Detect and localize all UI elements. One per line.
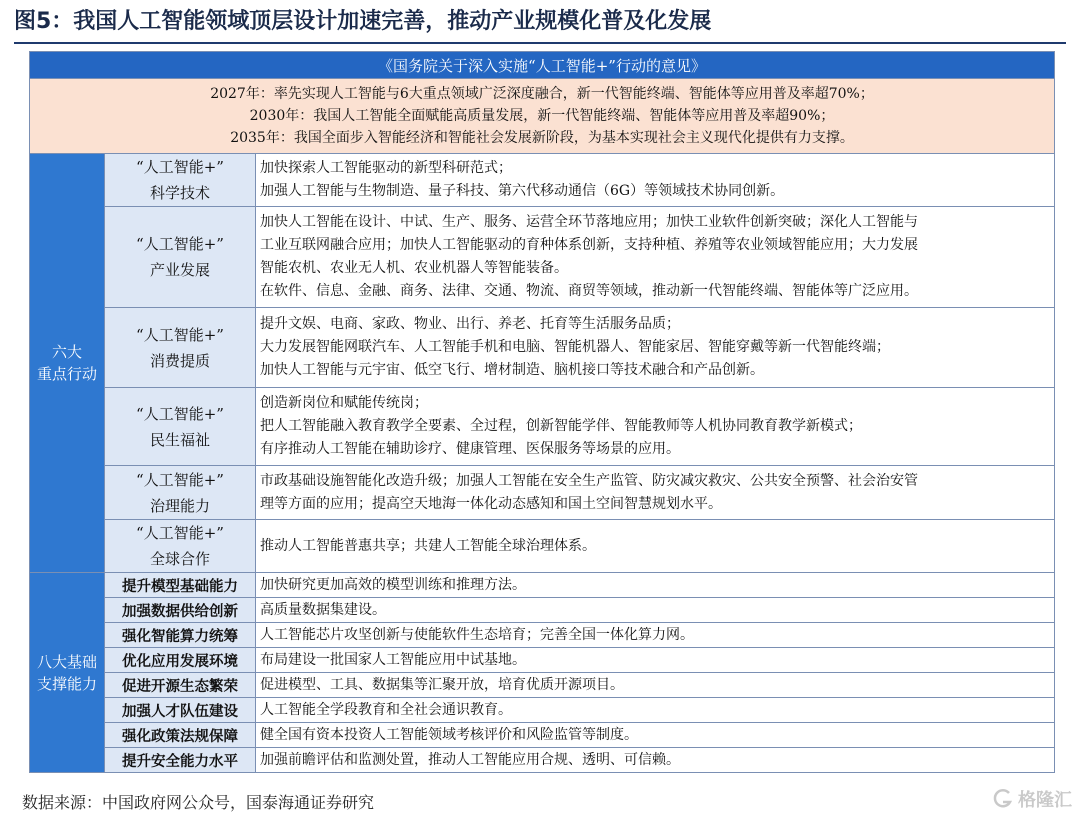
table-row [30,748,1055,773]
table-row [30,520,1055,573]
table-row [30,308,1055,388]
description-environment: 布局建设一批国家人工智能应用中试基地。 [256,648,1055,673]
group-label-foundations: 八大基础 支撑能力 [30,573,105,773]
table-header: 《国务院关于深入实施“人工智能+”行动的意见》 [30,52,1055,79]
description-industry: 加快人工智能在设计、中试、生产、服务、运营全环节落地应用；加快工业软件创新突破；深化人工智能与 工业互联网融合应用；加快人工智能驱动的育种体系创新，支持种植、养殖等农业领域智能应用；大力发展 智能农机、农业无人机、农业机器人等智能装备。 在软件、信息、金融、商务、法律、交通、物流、商贸等领域，推动新一代智能终端、智能体等广泛应用。 [256,207,1055,308]
goal-2027: 2027年：率先实现人工智能与6大重点领域广泛深度融合，新一代智能终端、智能体等应用普及率超70%； [210,86,874,102]
category-governance: “人工智能+” 治理能力 [105,466,256,520]
table-row [30,673,1055,698]
description-security: 加强前瞻评估和监测处置，推动人工智能应用合规、透明、可信赖。 [256,748,1055,773]
watermark-logo [992,786,1072,812]
description-global: 推动人工智能普惠共享；共建人工智能全球治理体系。 [256,520,1055,573]
description-data: 高质量数据集建设。 [256,598,1055,623]
description-consumption: 提升文娱、电商、家政、物业、出行、养老、托育等生活服务品质； 大力发展智能网联汽车、人工智能手机和电脑、智能机器人、智能家居、智能穿戴等新一代智能终端； 加快人工智能与元宇宙、低空飞行、增材制造、脑机接口等技术融合和产品创新。 [256,308,1055,388]
category-security: 提升安全能力水平 [105,748,256,773]
category-compute: 强化智能算力统筹 [105,623,256,648]
watermark-text: 格隆汇 [1018,790,1072,811]
category-science: “人工智能+” 科学技术 [105,154,256,207]
table-row [30,573,1055,598]
table-row [30,154,1055,207]
category-global: “人工智能+” 全球合作 [105,520,256,573]
description-livelihood: 创造新岗位和赋能传统岗； 把人工智能融入教育教学全要素、全过程，创新智能学伴、智能教师等人机协同教育教学新模式； 有序推动人工智能在辅助诊疗、健康管理、医保服务等场景的应用。 [256,388,1055,466]
category-environment: 优化应用发展环境 [105,648,256,673]
data-source: 数据来源：中国政府网公众号，国泰海通证券研究 [22,793,375,812]
table-row [30,466,1055,520]
title-rule [14,42,1066,44]
description-talent: 人工智能全学段教育和全社会通识教育。 [256,698,1055,723]
category-talent: 加强人才队伍建设 [105,698,256,723]
category-model: 提升模型基础能力 [105,573,256,598]
table-row [30,623,1055,648]
category-livelihood: “人工智能+” 民生福祉 [105,388,256,466]
table-row [30,598,1055,623]
description-science: 加快探索人工智能驱动的新型科研范式； 加强人工智能与生物制造、量子科技、第六代移动通信（6G）等领域技术协同创新。 [256,154,1055,207]
category-policy: 强化政策法规保障 [105,723,256,748]
category-industry: “人工智能+” 产业发展 [105,207,256,308]
group-label-key-actions: 六大 重点行动 [30,154,105,573]
description-governance: 市政基础设施智能化改造升级；加强人工智能在安全生产监管、防灾减灾救灾、公共安全预警、社会治安管 理等方面的应用；提高空天地海一体化动态感知和国土空间智慧规划水平。 [256,466,1055,520]
description-model: 加快研究更加高效的模型训练和推理方法。 [256,573,1055,598]
figure-title: 图5：我国人工智能领域顶层设计加速完善，推动产业规模化普及化发展 [14,9,712,34]
table-row [30,723,1055,748]
table-row [30,698,1055,723]
category-opensource: 促进开源生态繁荣 [105,673,256,698]
goal-2035: 2035年：我国全面步入智能经济和智能社会发展新阶段，为基本实现社会主义现代化提供有力支撑。 [230,130,854,146]
goals-cell [30,79,1055,154]
description-policy: 健全国有资本投资人工智能领域考核评价和风险监管等制度。 [256,723,1055,748]
description-compute: 人工智能芯片攻坚创新与使能软件生态培育；完善全国一体化算力网。 [256,623,1055,648]
policy-table [29,51,1055,773]
category-data: 加强数据供给创新 [105,598,256,623]
table-row [30,207,1055,308]
table-row [30,388,1055,466]
table-header-row [30,52,1055,79]
goals-row [30,79,1055,154]
watermark-g-icon [992,788,1014,810]
category-consumption: “人工智能+” 消费提质 [105,308,256,388]
goal-2030: 2030年：我国人工智能全面赋能高质量发展，新一代智能终端、智能体等应用普及率超90%； [249,108,835,124]
description-opensource: 促进模型、工具、数据集等汇聚开放，培育优质开源项目。 [256,673,1055,698]
table-row [30,648,1055,673]
